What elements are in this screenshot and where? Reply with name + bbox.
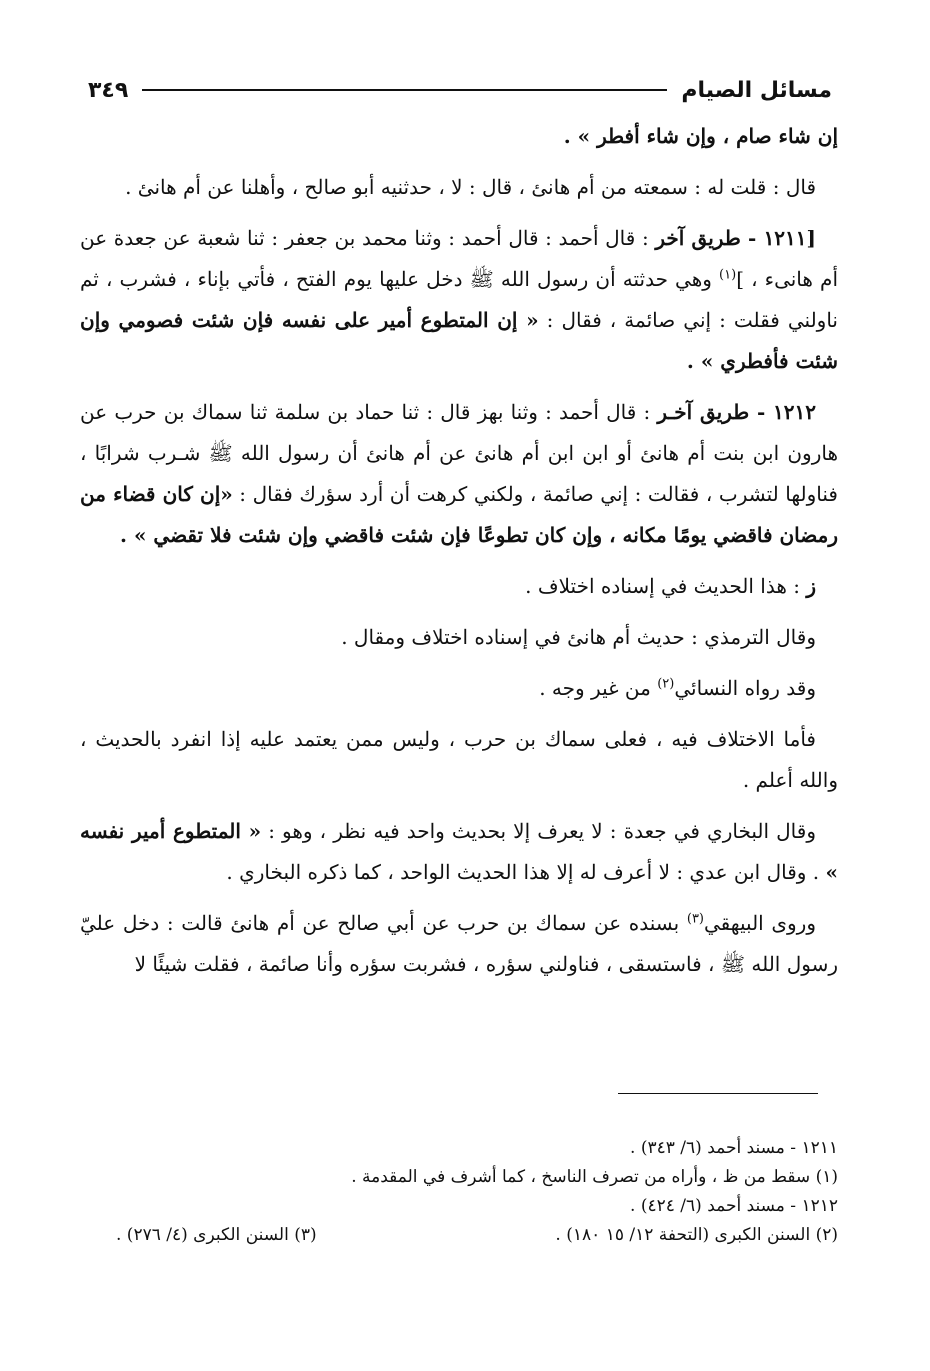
paragraph-1211 <box>80 218 838 382</box>
bukhari-text-a: وقال البخاري في جعدة : لا يعرف إلا بحديث واحد فيه نظر ، وهو : <box>261 819 816 843</box>
tirmidhi-text: وقال الترمذي : حديث أم هانئ في إسناده اختلاف ومقال . <box>341 625 816 649</box>
bukhari-quote: « المتطوع أمير نفسه » <box>80 819 838 884</box>
paragraph-1211-text: وهي حدثته أن رسول الله ﷺ دخل عليها يوم الفتح ، فأتي بإناء ، فشرب ، ثم ناولني فقلت : إني صائمة ، فقال : <box>80 267 838 332</box>
paragraph-1212-matn: «إن كان قضاء من رمضان فاقضي يومًا مكانه ، وإن كان تطوعًا فإن شئت فاقضي وإن شئت فلا تقضي » . <box>80 482 838 547</box>
main-text <box>80 116 838 995</box>
footnote-ref-3: (٣) <box>686 911 704 927</box>
paragraph-1212-text: : قال أحمد : وثنا بهز قال : ثنا حماد بن سلمة ثنا سماك بن حرب عن هارون ابن بنت أم هانئ أو ابن ابن أم هانئ عن أم هانئ أن رسول الله ﷺ شـرب شرابًا ، فناولها لتشرب ، فقالت : إني صائمة ، ولكني كرهت أن أرد سؤرك فقال : <box>80 400 838 506</box>
paragraph-1 <box>80 116 838 157</box>
page-number: ٣٤٩ <box>88 77 129 103</box>
paragraph-1212 <box>80 392 838 556</box>
footnote-rule <box>618 1093 818 1094</box>
paragraph-tirmidhi <box>80 617 838 658</box>
paragraph-bukhari <box>80 811 838 893</box>
footnote-1211: ١٢١١ - مسند أحمد (٦/ ٣٤٣) . <box>630 1138 838 1158</box>
bukhari-text-b: . وقال ابن عدي : لا أعرف له إلا هذا الحديث الواحد ، كما ذكره البخاري . <box>226 860 826 884</box>
paragraph-ikhtilaf <box>80 719 838 801</box>
paragraph-2 <box>80 167 838 208</box>
commentary-text: : هذا الحديث في إسناده اختلاف . <box>525 574 807 598</box>
footnote-1: (١) سقط من ظ ، وأراه من تصرف الناسخ ، كما أشرف في المقدمة . <box>351 1167 838 1187</box>
footnote-ref-1: (١) <box>719 267 737 283</box>
paragraph-nasai <box>80 668 838 709</box>
hadith-end-text: إن شاء صام ، وإن شاء أفطر » . <box>563 124 838 148</box>
ikhtilaf-text: فأما الاختلاف فيه ، فعلى سماك بن حرب ، وليس ممن يعتمد عليه إذا انفرد بالحديث ، والله أعلم . <box>80 727 838 792</box>
footnote-ref-2: (٢) <box>657 676 675 692</box>
footnote-3: (٣) السنن الكبرى (٤/ ٢٧٦) . <box>116 1225 317 1245</box>
chapter-title: مسائل الصيام <box>681 77 832 103</box>
footnotes <box>80 1134 838 1250</box>
paragraph-2-text: قال : قلت له : سمعته من أم هانئ ، قال : لا ، حدثنيه أبو صالح ، وأهلنا عن أم هانئ . <box>125 175 816 199</box>
bayhaqi-text-b: بسنده عن سماك بن حرب عن أبي صالح عن أم هانئ قالت : دخل عليّ رسول الله ﷺ ، فاستسقى ، فناولني سؤره ، فشربت سؤره وأنا صائمة ، فقلت شيئًا لا <box>80 911 838 976</box>
paragraph-1211-isnad: : قال أحمد : قال أحمد : وثنا محمد بن جعفر : ثنا شعبة عن جعدة عن أم هانىء ، ] <box>80 226 838 291</box>
footnote-1212: ١٢١٢ - مسند أحمد (٦/ ٤٢٤) . <box>630 1196 838 1216</box>
bayhaqi-text-a: وروى البيهقي <box>704 911 816 935</box>
paragraph-1211-matn: « إن المتطوع أمير على نفسه فإن شئت فصومي وإن شئت فأفطري » . <box>80 308 838 373</box>
author-mark: ز <box>806 574 816 598</box>
footnote-2: (٢) السنن الكبرى (التحفة ١٢/ ١٥ ١٨٠) . <box>555 1225 838 1245</box>
hadith-number-1211: [١٢١١ - طريق آخر <box>655 226 816 250</box>
nasai-text-a: وقد رواه النسائي <box>674 676 816 700</box>
nasai-text-b: من غير وجه . <box>539 676 658 700</box>
running-header <box>88 72 832 108</box>
hadith-number-1212: ١٢١٢ - طريق آخـر <box>657 400 817 424</box>
header-rule <box>142 89 667 91</box>
paragraph-commentary <box>80 566 838 607</box>
paragraph-bayhaqi <box>80 903 838 985</box>
footnote-row <box>80 1221 838 1250</box>
